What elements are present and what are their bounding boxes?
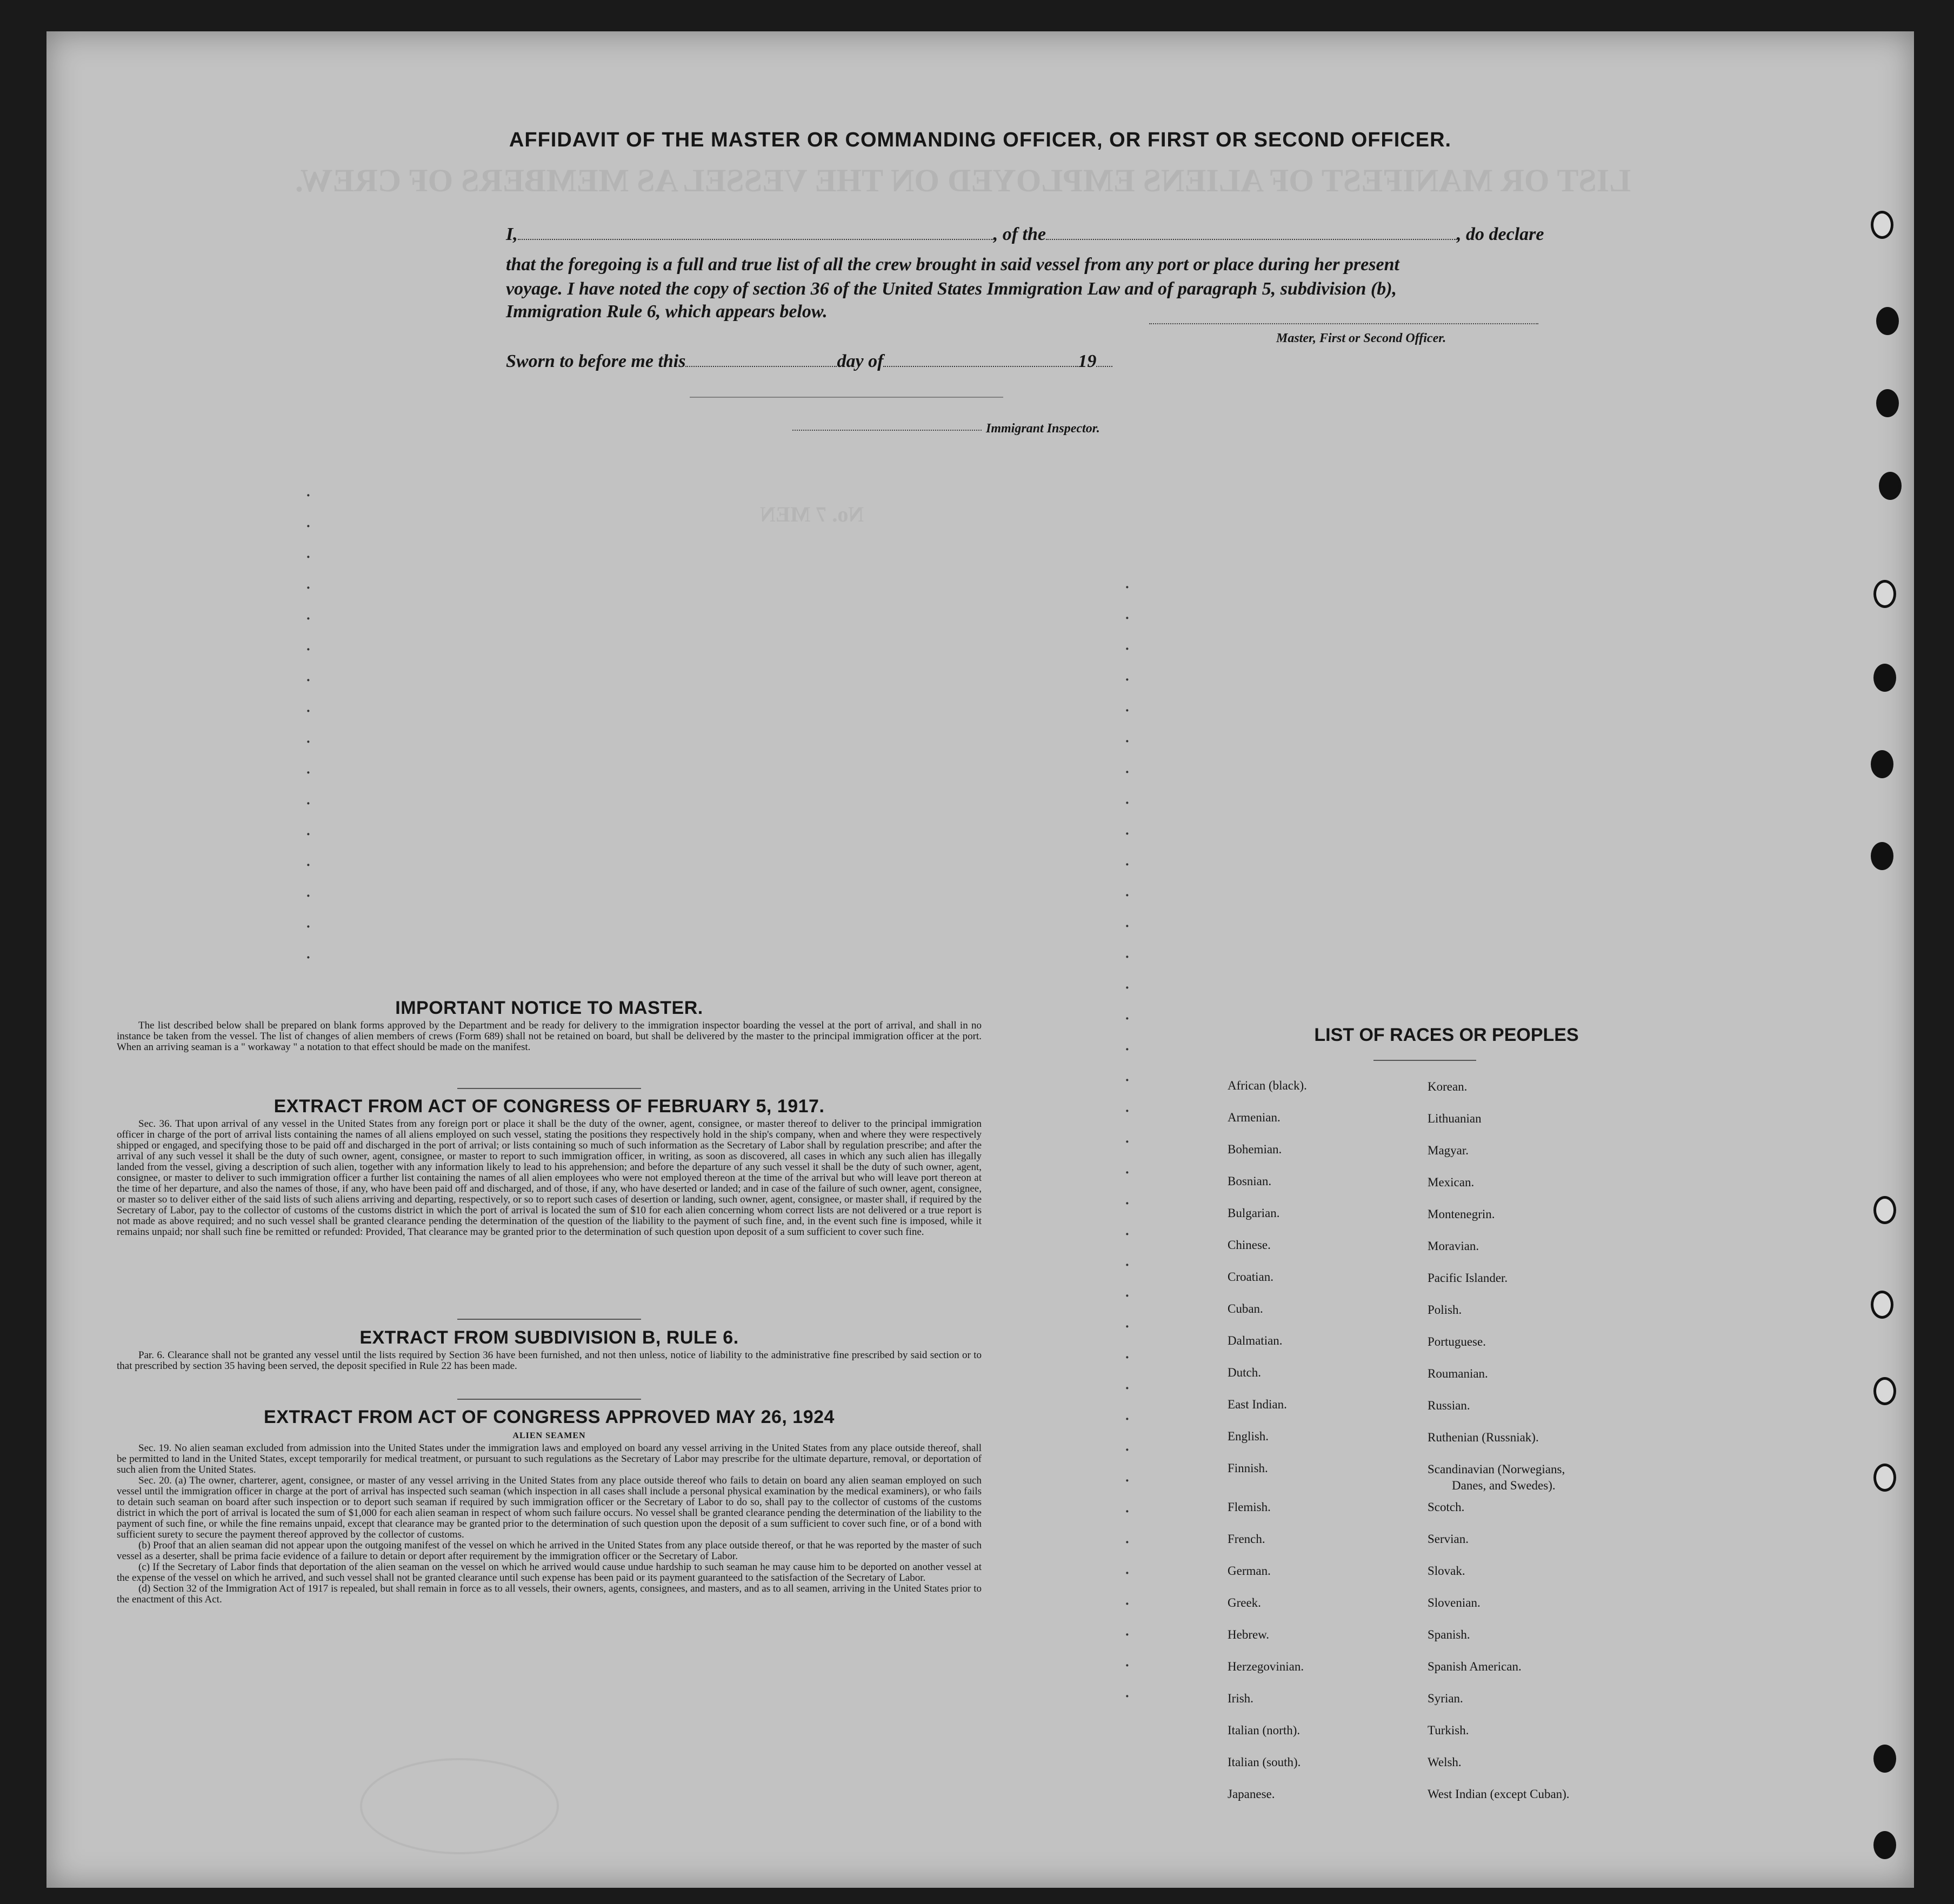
binding-hole-icon [1871, 1291, 1893, 1319]
race-item: Irish. [1228, 1692, 1253, 1705]
race-item: Japanese. [1228, 1787, 1275, 1801]
extract-1924-para: (c) If the Secretary of Labor finds that deportation of the alien seaman on the vessel on which he arrived would cause undue hardship to such seaman he may cause him to be deported on another vessel at the expense of the vessel on which he arrived, and such vessel shall not be granted clearance until such expense has been paid or its payment guaranteed to the satisfaction of the Secretary of Labor. [117, 1561, 982, 1584]
race-item: Finnish. [1228, 1461, 1268, 1475]
race-item: Montenegrin. [1428, 1207, 1495, 1221]
race-item: English. [1228, 1429, 1269, 1443]
race-item: Ruthenian (Russniak). [1428, 1431, 1539, 1444]
extract-1924-subheading: ALIEN SEAMEN [512, 1431, 586, 1440]
divider-1 [457, 1088, 641, 1089]
race-item: Spanish American. [1428, 1660, 1522, 1673]
race-item: Greek. [1228, 1596, 1261, 1609]
race-item: Russian. [1428, 1399, 1470, 1412]
extract-1917-text: Sec. 36. That upon arrival of any vessel in the United States from any foreign port or place it shall be the duty of the owner, agent, consignee, or master thereof to deliver to the principal immigration officer in charge of the port of arrival lists containing the names of all aliens employed on such vessel, stating the positions they respectively hold in the ship's company, when and where they were respectively shipped or engaged, and specifying those to be paid off and discharged in the port of arrival; or lists containing so much of such information as the Secretary of Labor shall by regulation prescribe; and after the arrival of any such vessel it shall be the duty of such owner, agent, consignee, or master to report to such immigration officer, in writing, as soon as discovered, all cases in which any such alien has illegally landed from the vessel, giving a description of such alien, together with any information likely to lead to his apprehension; and before the departure of any such vessel it shall be the duty of such owner, agent, consignee, or master to deliver to such immigration officer a further list containing the names of all alien employees who were not employed thereon at the time of the arrival but who will leave port thereon at the time of her departure, and also the names of those, if any, who have been paid off and discharged, and of those, if any, who have deserted or landed; and in case of the failure of such owner, agent, consignee, or master so to deliver either of the said lists of such aliens arriving and departing, respectively, or so to report such cases of desertion or landing, such owner, agent, consignee, or master shall, if required by the Secretary of Labor, pay to the collector of customs of the customs district in which the port of arrival is located the sum of $10 for each alien concerning whom correct lists are not delivered or a true report is not made as above required; and no such vessel shall be granted clearance pending the determination of the question of the liability to the payment of such fine, and, in the event such fine is imposed, while it remains unpaid; nor shall such fine be remitted or refunded: Provided, That clearance may be granted prior to the determination of such question upon deposit of a sum sufficient to cover such fine. [117, 1118, 982, 1238]
affidavit-line-4: Immigration Rule 6, which appears below. [506, 302, 828, 322]
extract-1917-heading: EXTRACT FROM ACT OF CONGRESS OF FEBRUARY 5, 1917. [274, 1096, 825, 1117]
race-item: Korean. [1428, 1080, 1468, 1093]
race-item: Turkish. [1428, 1723, 1469, 1737]
race-item: African (black). [1228, 1079, 1307, 1092]
sworn-day-blank[interactable] [685, 366, 837, 367]
race-item: French. [1228, 1532, 1265, 1546]
bleed-through-title: LIST OR MANIFEST OF ALIENS EMPLOYED ON THE VESSEL AS MEMBERS OF CREW. [295, 163, 1631, 198]
race-item: Bohemian. [1228, 1143, 1282, 1156]
extract-rule6-text: Par. 6. Clearance shall not be granted any vessel until the lists required by Section 36 have been furnished, and not then unless, notice of liability to the administrative fine prescribed by said section or to that prescribed by section 35 having been served, the deposit specified in Rule 22 has been made. [117, 1349, 982, 1372]
notice-text: The list described below shall be prepared on blank forms approved by the Department and be ready for delivery to the immigration inspector boarding the vessel at the port of arrival, and shall in no instance be taken from the vessel. The list of changes of alien members of crews (Form 689) shall not be retained on board, but shall be delivered by the master to the principal immigration officer at the port. When an arriving seaman is a " workaway " a notation to that effect should be made on the manifest. [117, 1020, 982, 1053]
master-name-blank[interactable] [518, 239, 993, 240]
binding-hole-icon [1873, 1464, 1896, 1492]
race-item: Cuban. [1228, 1302, 1263, 1315]
race-item: Slovenian. [1428, 1596, 1480, 1609]
race-item: Scotch. [1428, 1500, 1465, 1514]
race-item: Italian (south). [1228, 1755, 1301, 1769]
race-item: German. [1228, 1564, 1271, 1578]
race-item: West Indian (except Cuban). [1428, 1787, 1570, 1801]
race-item: East Indian. [1228, 1398, 1287, 1411]
race-item: Portuguese. [1428, 1335, 1486, 1348]
race-item: Mexican. [1428, 1175, 1475, 1189]
binding-hole-icon [1873, 1831, 1896, 1859]
manifest-dots-middle: · · · · · · · · · · · · · · · · · · · · · · · · · · · · · · · · · · · · · [1125, 579, 1130, 1704]
races-divider [1373, 1060, 1476, 1061]
binding-hole-icon [1871, 211, 1893, 239]
signature-rule [690, 397, 1003, 398]
inspector-signature-label: Immigrant Inspector. [986, 422, 1100, 436]
divider-2 [457, 1319, 641, 1320]
race-item: Flemish. [1228, 1500, 1271, 1514]
binding-hole-icon [1876, 389, 1899, 417]
race-item: Armenian. [1228, 1111, 1281, 1124]
race-item: Slovak. [1428, 1564, 1465, 1578]
race-item: Chinese. [1228, 1238, 1271, 1252]
race-item: Dalmatian. [1228, 1334, 1283, 1347]
race-item: Lithuanian [1428, 1112, 1482, 1125]
binding-hole-icon [1873, 580, 1896, 608]
affidavit-line-2: that the foregoing is a full and true list of all the crew brought in said vessel from any port or place during her present [506, 255, 1399, 275]
extract-1924-para: (d) Section 32 of the Immigration Act of 1917 is repealed, but shall remain in force as to all vessels, their owners, agents, consignees, and masters, and as to all seamen, arriving in the United States prior to the enactment of this Act. [117, 1583, 982, 1605]
manifest-dots-left: · · · · · · · · · · · · · · · · [306, 487, 311, 965]
race-item: Croatian. [1228, 1270, 1273, 1284]
race-item: Servian. [1428, 1532, 1469, 1546]
extract-1924-text [117, 1443, 982, 1605]
race-item: Welsh. [1428, 1755, 1462, 1769]
race-item: Herzegovinian. [1228, 1660, 1304, 1673]
sworn-year-blank[interactable] [1096, 366, 1112, 367]
race-item: Bosnian. [1228, 1174, 1272, 1188]
faint-stamp [360, 1758, 559, 1854]
extract-1924-para: (b) Proof that an alien seaman did not appear upon the outgoing manifest of the vessel on which he arrived in the United States from any place outside thereof, or that he was reported by the master of such vessel as a deserter, shall be prima facie evidence of a failure to detain or deport after requirement by the immigration officer or the Secretary of Labor. [117, 1540, 982, 1562]
extract-1924-para: Sec. 20. (a) The owner, charterer, agent, consignee, or master of any vessel arriving in the United States from any place outside thereof who fails to detain on board any alien seaman employed on such vessel until the immigration officer in charge at the port of arrival has inspected such seaman (which inspection in all cases shall include a personal physical examination by the medical examiners), or who fails to detain such seaman on board after such inspection or to deport such seaman if required by such immigration officer or the Secretary of Labor to do so, shall pay to the collector of customs of the customs district in which the port of arrival is located the sum of $1,000 for each alien seaman in respect of whom such failure occurs. No vessel shall be granted clearance pending the determination of the liability to the payment of such fine, or while the fine remains unpaid, except that clearance may be granted prior to the determination of such question upon the deposit of a sum sufficient to cover such fine, or of a bond with sufficient surety to secure the payment thereof approved by the collector of customs. [117, 1475, 982, 1540]
races-heading: LIST OF RACES OR PEOPLES [1314, 1025, 1579, 1045]
race-item: Syrian. [1428, 1692, 1463, 1705]
race-item: Hebrew. [1228, 1628, 1270, 1641]
race-item: Dutch. [1228, 1366, 1261, 1379]
divider-3 [457, 1399, 641, 1400]
binding-hole-icon [1879, 472, 1902, 500]
binding-hole-icon [1873, 1196, 1896, 1224]
race-item: Roumanian. [1428, 1367, 1488, 1380]
binding-hole-icon [1876, 307, 1899, 335]
race-item: Spanish. [1428, 1628, 1470, 1641]
affidavit-heading: AFFIDAVIT OF THE MASTER OR COMMANDING OFFICER, OR FIRST OR SECOND OFFICER. [509, 129, 1452, 151]
sworn-line: Sworn to before me this day of 19 [506, 351, 1112, 372]
race-item: Scandinavian (Norwegians, [1428, 1462, 1565, 1476]
extract-1924-para: Sec. 19. No alien seaman excluded from admission into the United States under the immigration laws and employed on board any vessel arriving in the United States from any place outside thereof, shall be permitted to land in the United States, except temporarily for medical treatment, or pursuant to such regulations as the Secretary of Labor may prescribe for the ultimate departure, removal, or deportation of such alien from the United States. [117, 1442, 982, 1475]
race-item: Italian (north). [1228, 1723, 1301, 1737]
binding-hole-icon [1871, 750, 1893, 778]
extract-rule6-heading: EXTRACT FROM SUBDIVISION B, RULE 6. [359, 1327, 739, 1348]
affidavit-line-3: voyage. I have noted the copy of section 36 of the United States Immigration Law and of paragraph 5, subdivision (b), [506, 279, 1397, 299]
race-item: Magyar. [1428, 1144, 1469, 1157]
race-item: Polish. [1428, 1303, 1462, 1317]
bleed-through-row-1: No. 7 MEN [760, 502, 864, 526]
inspector-signature-line[interactable] [792, 430, 982, 431]
extract-1924-heading: EXTRACT FROM ACT OF CONGRESS APPROVED MAY 26, 1924 [264, 1407, 835, 1427]
binding-hole-icon [1871, 842, 1893, 870]
vessel-name-blank[interactable] [1046, 239, 1457, 240]
document-page [46, 31, 1914, 1888]
master-signature-label: Master, First or Second Officer. [1276, 331, 1446, 345]
master-signature-line[interactable] [1149, 323, 1538, 324]
race-item: Moravian. [1428, 1239, 1479, 1253]
race-item: Danes, and Swedes). [1452, 1479, 1556, 1492]
binding-hole-icon [1873, 1377, 1896, 1405]
sworn-month-blank[interactable] [883, 366, 1078, 367]
binding-hole-icon [1873, 664, 1896, 692]
binding-hole-icon [1873, 1745, 1896, 1773]
race-item: Pacific Islander. [1428, 1271, 1508, 1285]
affidavit-line-1: I, , of the , do declare [506, 224, 1544, 244]
race-item: Bulgarian. [1228, 1206, 1280, 1220]
notice-heading: IMPORTANT NOTICE TO MASTER. [395, 998, 703, 1018]
